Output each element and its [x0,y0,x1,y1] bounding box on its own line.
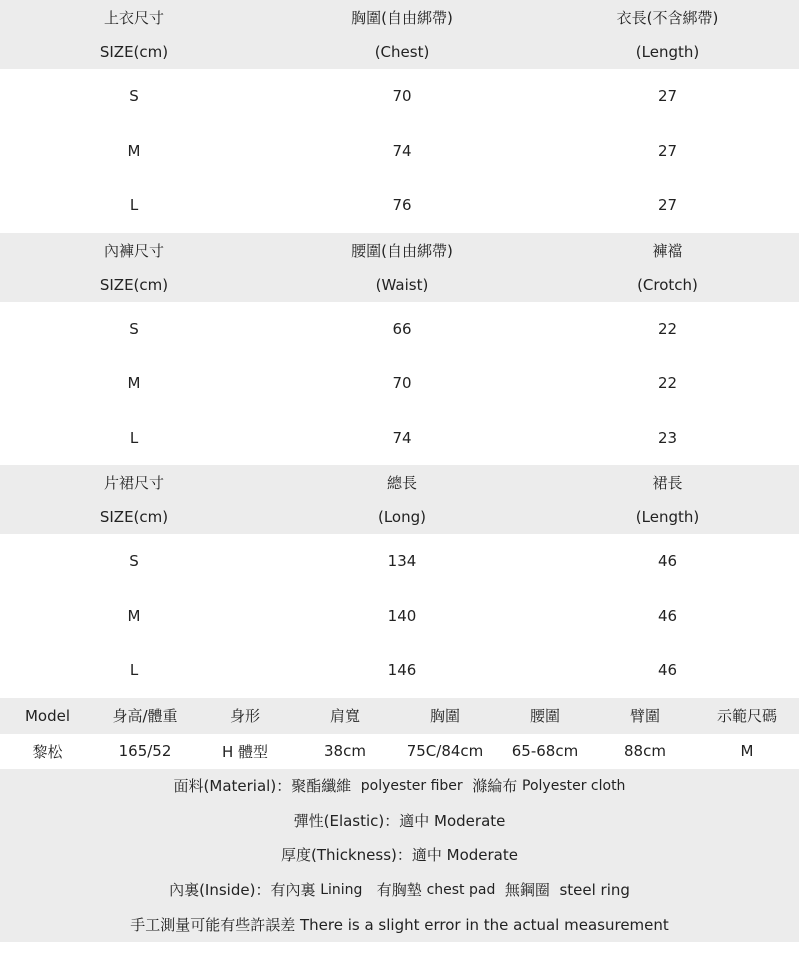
size-cell: M [127,374,141,393]
top-header-band [0,0,799,69]
table-row [0,589,799,644]
chest-cell: 76 [392,196,412,215]
skirt-length-cell: 46 [657,552,678,571]
material-label: 面料(Material)：聚酯纖維 [173,777,352,796]
inside-en-3: steel ring [559,880,630,899]
skirt-subheader-long: (Long) [377,508,426,526]
length-cell: 27 [657,87,678,106]
inside-en-1: Lining [320,881,363,898]
table-row [0,534,799,589]
table-row [0,69,799,124]
model-header-name: Model [24,706,71,725]
model-shoulder: 38cm [324,742,366,760]
inside-en-2: chest pad [426,881,496,898]
skirt-subheader-length: (Length) [635,508,700,526]
total-length-cell: 140 [387,606,417,625]
elastic-line: 彈性(Elastic)：適中 Moderate [293,811,506,830]
skirt-header-band [0,465,799,534]
total-length-cell: 146 [387,661,417,680]
skirt-length-cell: 46 [657,661,678,680]
material-en-1: polyester fiber [360,777,463,794]
table-row [0,302,799,357]
skirt-header-skirt-length: 裙長 [652,474,683,492]
table-row [0,643,799,698]
top-header-length: 衣長(不含綁帶) [616,9,719,27]
top-header-row [0,0,799,35]
material-line [0,769,799,804]
table-row [0,178,799,233]
top-subheader-row [0,35,799,69]
model-name: 黎松 [32,742,63,761]
inside-line [0,872,799,907]
model-header-sample-size: 示範尺碼 [716,707,777,725]
table-row [0,411,799,466]
size-cell: L [129,196,139,215]
size-cell: L [129,428,139,447]
pants-header-waist: 腰圍(自由綁帶) [351,241,453,260]
pants-subheader-row [0,268,799,302]
measurement-note: 手工測量可能有些許誤差 There is a slight error in the actual measurement [130,915,669,934]
model-height-weight: 165/52 [118,742,172,760]
model-header-row [0,698,799,734]
top-subheader-chest: (Chest) [374,43,430,61]
table-row [0,124,799,179]
skirt-header-size: 片裙尺寸 [103,474,164,492]
size-cell: L [129,661,139,680]
product-info [0,769,799,943]
size-cell: S [129,319,139,338]
material-en-2: Polyester cloth [522,777,626,794]
pants-header-crotch: 褲襠 [652,241,683,260]
inside-cn-2: 有胸墊 [376,881,422,900]
model-header-shoulder: 肩寬 [329,707,360,725]
top-subheader-length: (Length) [635,43,700,61]
skirt-subheader-row [0,500,799,534]
skirt-length-cell: 46 [657,606,678,625]
crotch-cell: 22 [657,319,678,338]
model-header-waist: 腰圍 [529,707,560,725]
pants-subheader-waist: (Waist) [375,275,429,294]
material-cn-2: 滌綸布 [472,777,518,796]
size-cell: M [127,606,141,625]
inside-label: 內裏(Inside)：有內裏 [169,881,316,900]
model-table [0,698,799,769]
table-row [0,356,799,411]
model-value-row [0,734,799,769]
skirt-header-total-length: 總長 [386,474,417,492]
crotch-cell: 23 [657,428,678,447]
size-cell: M [127,141,141,160]
pants-subheader-size: SIZE(cm) [99,275,169,294]
model-arm: 88cm [624,742,666,760]
model-header-body-type: 身形 [229,707,260,725]
pants-header-size: 內褲尺寸 [103,241,164,260]
model-sample-size: M [740,742,754,760]
size-cell: S [129,87,139,106]
total-length-cell: 134 [387,552,417,571]
chest-cell: 74 [392,141,412,160]
pants-subheader-crotch: (Crotch) [637,275,698,294]
skirt-header-row [0,465,799,500]
chest-cell: 70 [392,87,412,106]
pants-header-row [0,233,799,268]
skirt-subheader-size: SIZE(cm) [99,508,169,526]
model-header-arm: 臂圍 [629,707,660,725]
skirt-size-table [0,465,799,698]
top-subheader-size: SIZE(cm) [99,43,169,61]
length-cell: 27 [657,141,678,160]
thickness-line: 厚度(Thickness)：適中 Moderate [281,846,518,865]
model-body-type: H 體型 [221,742,269,761]
top-size-table [0,0,799,233]
model-waist: 65-68cm [511,742,579,760]
top-header-chest: 胸圍(自由綁帶) [351,9,453,27]
pants-header-band [0,233,799,302]
length-cell: 27 [657,196,678,215]
waist-cell: 70 [392,374,412,393]
waist-cell: 74 [392,428,412,447]
crotch-cell: 22 [657,374,678,393]
model-chest: 75C/84cm [406,742,484,760]
size-cell: S [129,552,139,571]
model-header-chest: 胸圍 [429,707,460,725]
pants-size-table [0,233,799,466]
top-header-size: 上衣尺寸 [103,9,164,27]
waist-cell: 66 [392,319,412,338]
model-header-height-weight: 身高/體重 [112,707,178,725]
inside-cn-3: 無鋼圈 [504,881,550,900]
